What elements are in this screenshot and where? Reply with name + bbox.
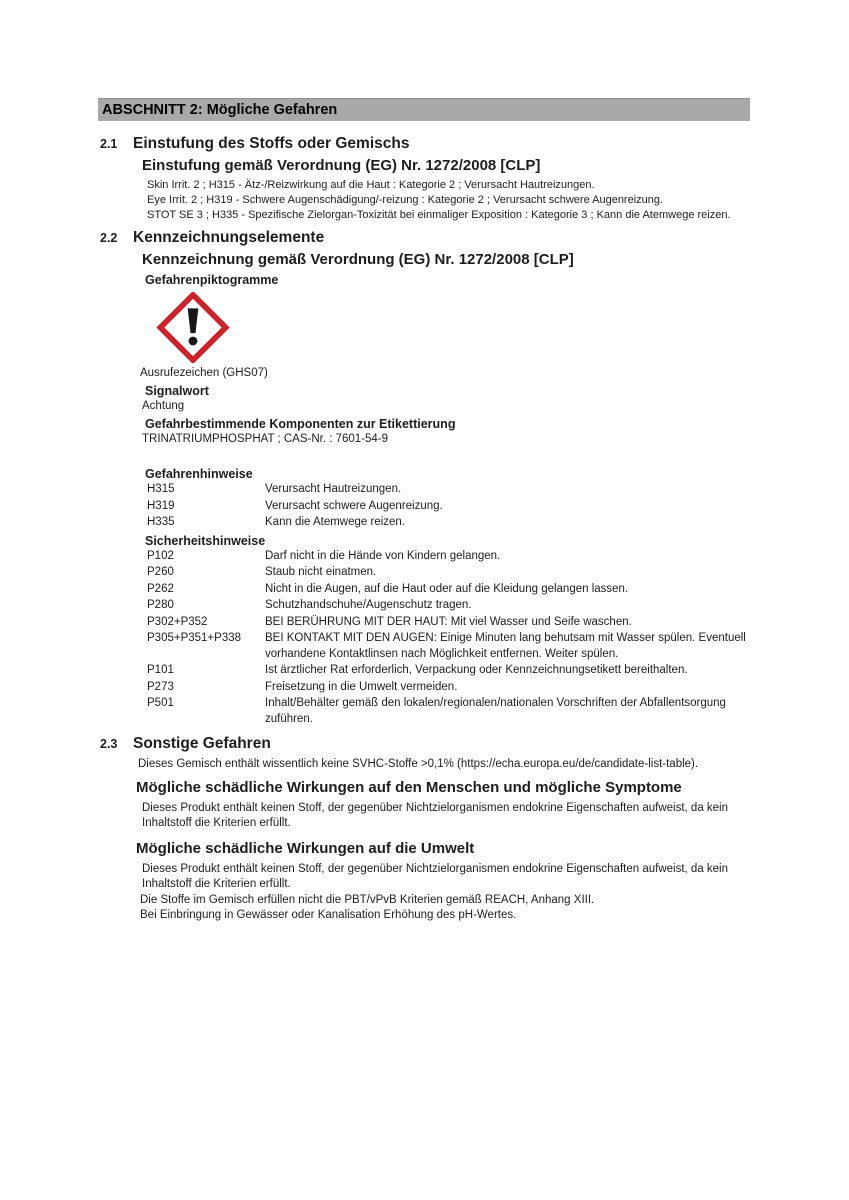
hazard-text: Verursacht schwere Augenreizung.: [265, 499, 443, 512]
classification-line: Eye Irrit. 2 ; H319 - Schwere Augenschädigung/-reizung : Kategorie 2 ; Verursacht schwere Augenreizung.: [147, 194, 664, 206]
precautionary-statement-row: [98, 663, 750, 679]
precaution-text: Staub nicht einatmen.: [265, 566, 377, 578]
precautionary-statement-row: [98, 582, 750, 598]
hazard-code: H315: [147, 483, 175, 495]
precautionary-statement-row: [98, 680, 750, 696]
precautionary-statement-row: [98, 631, 750, 662]
precaution-text: BEI BERÜHRUNG MIT DER HAUT: Mit viel Wasser und Seife waschen.: [265, 615, 632, 628]
precaution-code: P102: [147, 549, 174, 562]
environment-effects-text: Dieses Produkt enthält keinen Stoff, der gegenüber Nichtzielorganismen endokrine Eigenschaften aufweist, da kein Inhaltstoff die Kriterien erfüllt.: [142, 863, 729, 890]
section-2-1-title: Einstufung des Stoffs oder Gemischs: [133, 135, 410, 152]
hazard-text: Kann die Atemwege reizen.: [265, 516, 406, 528]
hazard-text: Verursacht Hautreizungen.: [265, 483, 402, 495]
human-effects-text: Dieses Produkt enthält keinen Stoff, der gegenüber Nichtzielorganismen endokrine Eigenschaften aufweist, da kein Inhaltstoff die Kriterien erfüllt.: [142, 802, 729, 829]
precaution-code: P101: [147, 664, 174, 676]
section-2-2: [98, 229, 750, 727]
human-effects-heading: Mögliche schädliche Wirkungen auf den Menschen und mögliche Symptome: [136, 779, 682, 796]
environment-effects-heading: Mögliche schädliche Wirkungen auf die Umwelt: [136, 840, 475, 857]
precaution-code: P302+P352: [147, 615, 208, 628]
ph-statement: Bei Einbringung in Gewässer oder Kanalisation Erhöhung des pH-Wertes.: [140, 909, 517, 921]
hazard-code: H335: [147, 516, 175, 528]
precaution-code: P280: [147, 599, 174, 611]
section-2-header-bar: ABSCHNITT 2: Mögliche Gefahren: [98, 98, 750, 121]
hazard-statement-row: [98, 499, 750, 515]
section-2-2-number: 2.2: [100, 231, 118, 245]
precaution-text: Inhalt/Behälter gemäß den lokalen/regionalen/nationalen Vorschriften der Abfallentsorgung zuführen.: [265, 697, 726, 725]
precautionary-statements-label: Sicherheitshinweise: [145, 533, 266, 548]
precautionary-statement-row: [98, 615, 750, 631]
svhc-statement: Dieses Gemisch enthält wissentlich keine SVHC-Stoffe >0,1% (https://echa.europa.eu/de/candidate-list-table).: [138, 758, 699, 770]
pictograms-label: Gefahrenpiktogramme: [145, 273, 279, 287]
hazard-statement-row: [98, 515, 750, 531]
pictogram-caption: Ausrufezeichen (GHS07): [140, 367, 268, 379]
section-2-3-title: Sonstige Gefahren: [133, 735, 271, 752]
precautionary-statement-row: [98, 565, 750, 581]
precaution-text: Nicht in die Augen, auf die Haut oder auf die Kleidung gelangen lassen.: [265, 582, 629, 595]
signalword-value: Achtung: [142, 400, 185, 412]
hazard-statement-row: [98, 482, 750, 498]
precautionary-statement-row: [98, 696, 750, 727]
precautionary-statements-table: [98, 549, 750, 728]
clp-classification-heading: Einstufung gemäß Verordnung (EG) Nr. 1272/2008 [CLP]: [142, 157, 541, 174]
sds-document-page: [98, 98, 750, 923]
precaution-code: P305+P351+P338: [147, 632, 242, 644]
section-2-3-number: 2.3: [100, 737, 118, 751]
precaution-text: Freisetzung in die Umwelt vermeiden.: [265, 680, 458, 693]
pbt-statement: Die Stoffe im Gemisch erfüllen nicht die PBT/vPvB Kriterien gemäß REACH, Anhang XIII.: [140, 894, 595, 906]
precaution-code: P273: [147, 680, 174, 693]
precautionary-statement-row: [98, 549, 750, 565]
clp-labelling-heading: Kennzeichnung gemäß Verordnung (EG) Nr. 1272/2008 [CLP]: [142, 251, 574, 268]
section-2-2-title: Kennzeichnungselemente: [133, 229, 325, 246]
section-2-1-number: 2.1: [100, 137, 118, 151]
precaution-text: BEI KONTAKT MIT DEN AUGEN: Einige Minuten lang behutsam mit Wasser spülen. Eventuell vorhandene Kontaktlinsen nach Möglichkeit entfernen. Weiter spülen.: [265, 632, 746, 660]
precaution-text: Darf nicht in die Hände von Kindern gelangen.: [265, 549, 501, 562]
labelling-components-value: TRINATRIUMPHOSPHAT ; CAS-Nr. : 7601-54-9: [142, 433, 389, 445]
hazard-statements-table: [98, 482, 750, 531]
precautionary-statement-row: [98, 598, 750, 614]
classification-line: STOT SE 3 ; H335 - Spezifische Zielorgan-Toxizität bei einmaliger Exposition : Kategorie 3 ; Kann die Atemwege reizen.: [147, 209, 731, 221]
precaution-text: Schutzhandschuhe/Augenschutz tragen.: [265, 599, 472, 611]
labelling-components-label: Gefahrbestimmende Komponenten zur Etikettierung: [145, 417, 456, 431]
hazard-statements-label: Gefahrenhinweise: [145, 467, 253, 481]
classification-lines: [98, 178, 750, 223]
precaution-code: P260: [147, 566, 174, 578]
hazard-code: H319: [147, 499, 175, 512]
section-2-3: [98, 735, 750, 923]
precaution-code: P262: [147, 582, 174, 595]
precaution-code: P501: [147, 697, 174, 709]
signalword-label: Signalwort: [145, 384, 209, 398]
classification-line: Skin Irrit. 2 ; H315 - Ätz-/Reizwirkung auf die Haut : Kategorie 2 ; Verursacht Hautreizungen.: [147, 179, 595, 191]
ghs07-exclamation-pictogram-icon: [155, 292, 231, 363]
section-2-1: [98, 135, 750, 223]
precaution-text: Ist ärztlicher Rat erforderlich, Verpackung oder Kennzeichnungsetikett bereithalten.: [265, 664, 688, 676]
